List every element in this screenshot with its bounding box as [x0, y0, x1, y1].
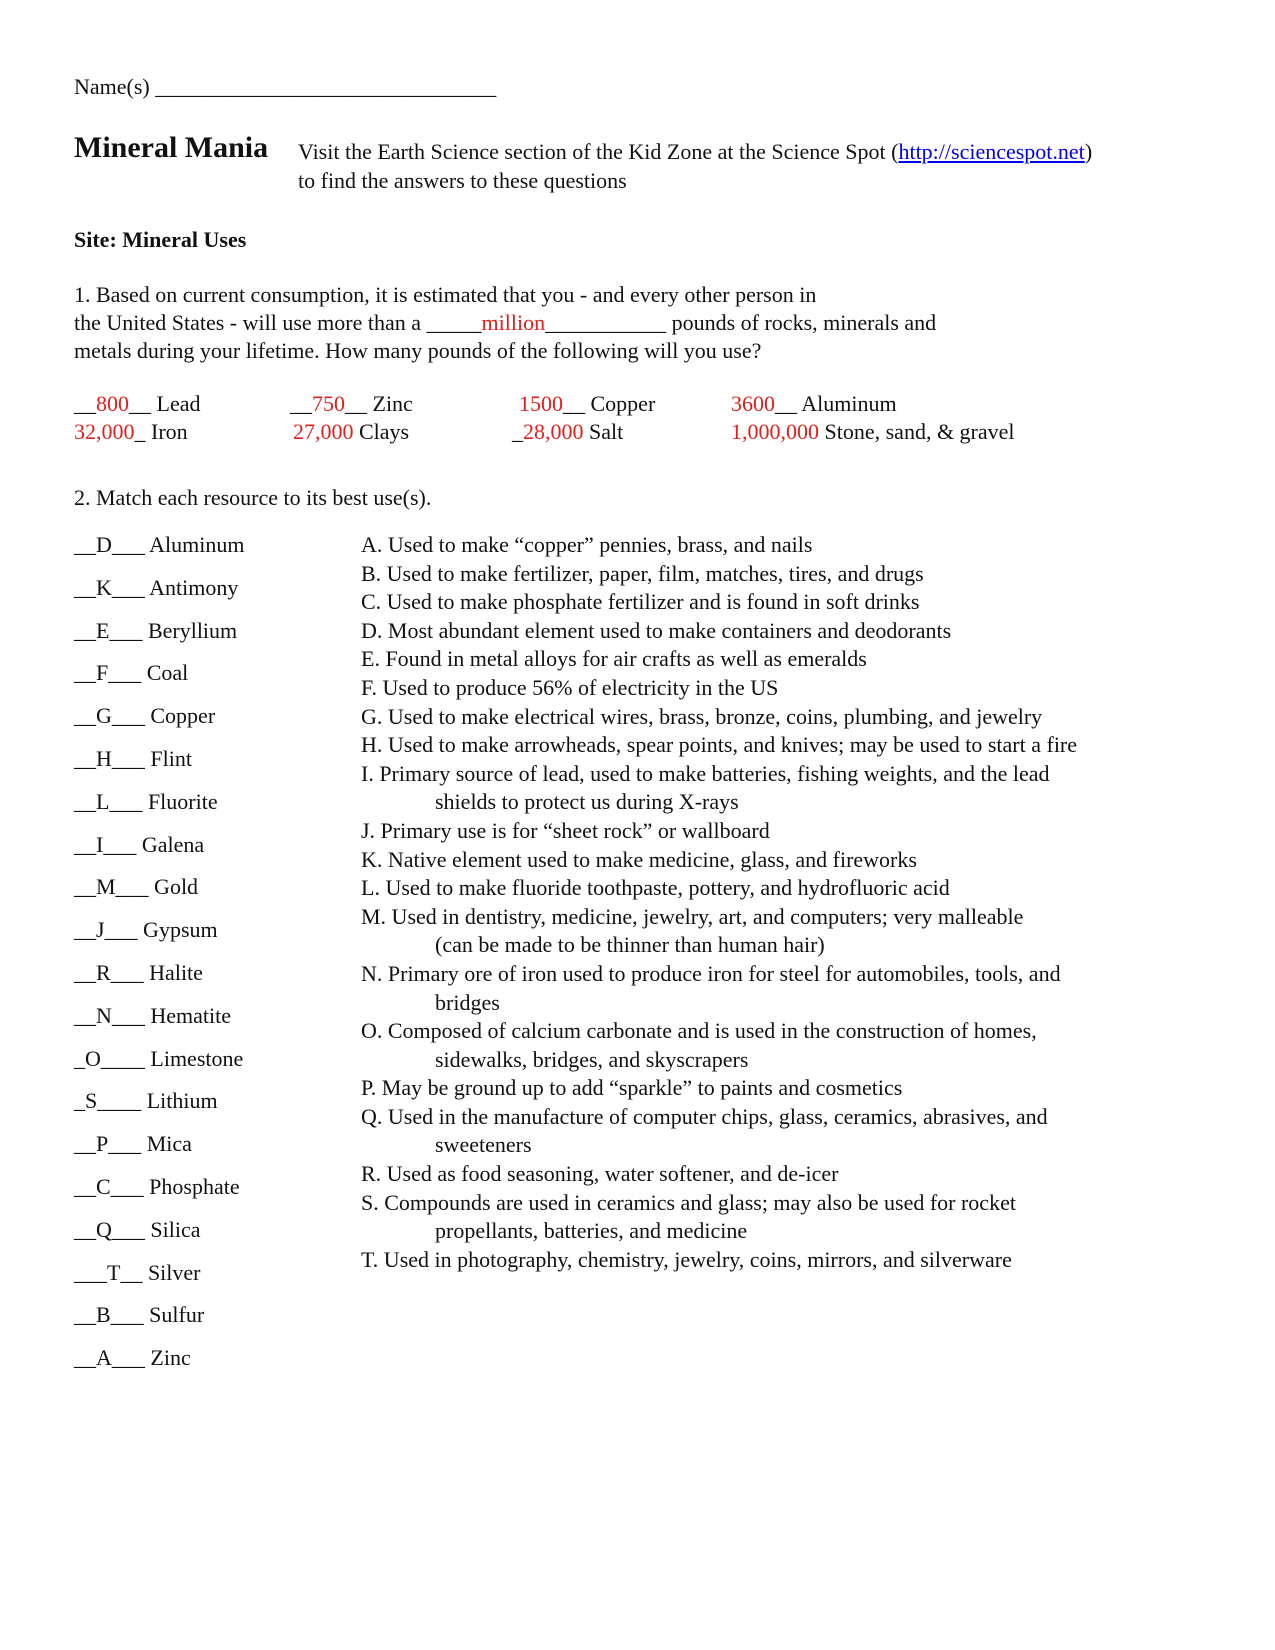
uses-list: [361, 531, 1231, 1274]
use-item-continuation: sidewalks, bridges, and skyscrapers: [435, 1046, 749, 1072]
use-item: G. Used to make electrical wires, brass, bronze, coins, plumbing, and jewelry: [361, 703, 1043, 729]
amount-answer: 27,000: [293, 419, 354, 444]
use-item: L. Used to make fluoride toothpaste, pottery, and hydrofluoric acid: [361, 875, 950, 901]
question-1-line2: [74, 309, 1154, 337]
resource-item: __F___ Coal: [74, 660, 189, 686]
resource-item: __P___ Mica: [74, 1131, 192, 1157]
question-1-line3: metals during your lifetime. How many pounds of the following will you use?: [74, 338, 762, 363]
use-item: E. Found in metal alloys for air crafts as well as emeralds: [361, 646, 867, 672]
use-item: B. Used to make fertilizer, paper, film, matches, tires, and drugs: [361, 560, 924, 586]
resource-item: __E___ Beryllium: [74, 617, 238, 643]
amount-answer: 32,000: [74, 419, 135, 444]
amount-answer: 1,000,000: [731, 419, 819, 444]
worksheet-title: Mineral Mania: [74, 131, 269, 164]
use-item: T. Used in photography, chemistry, jewelry, coins, mirrors, and silverware: [361, 1246, 1012, 1272]
amount-answer: 3600: [731, 391, 775, 416]
intro-text-before-link: Visit the Earth Science section of the Kid Zone at the Science Spot (: [298, 139, 899, 164]
amount-stone-sand-gravel: 1,000,000 Stone, sand, & gravel: [731, 419, 1015, 444]
use-item: H. Used to make arrowheads, spear points, and knives; may be used to start a fire: [361, 732, 1078, 758]
amount-answer: 800: [96, 391, 129, 416]
resource-item: __G___ Copper: [74, 703, 216, 729]
amount-aluminum: 3600__ Aluminum: [731, 391, 897, 416]
use-item: R. Used as food seasoning, water softener, and de-icer: [361, 1161, 839, 1187]
question-1-line2-post: ___________ pounds of rocks, minerals and: [545, 310, 937, 335]
resource-item: _O____ Limestone: [74, 1045, 244, 1071]
use-item-continuation: bridges: [435, 989, 500, 1015]
resource-item: __N___ Hematite: [74, 1002, 232, 1028]
name-field-label: Name(s) _______________________________: [74, 74, 497, 99]
question-1-line2-pre: the United States - will use more than a _____: [74, 310, 482, 335]
resource-item: _S____ Lithium: [74, 1088, 218, 1114]
resource-item: __R___ Halite: [74, 959, 203, 985]
intro-text-after-link: ): [1084, 139, 1093, 164]
use-item-continuation: (can be made to be thinner than human hair): [435, 932, 825, 958]
resource-item: __J___ Gypsum: [74, 917, 218, 943]
resource-item: __C___ Phosphate: [74, 1173, 240, 1199]
question-1: [74, 281, 1154, 365]
use-item: K. Native element used to make medicine, glass, and fireworks: [361, 846, 917, 872]
resource-item: __Q___ Silica: [74, 1216, 201, 1242]
site-heading: Site: Mineral Uses: [74, 227, 247, 252]
use-item: M. Used in dentistry, medicine, jewelry, art, and computers; very malleable (can be made to be thinner than human hair): [361, 903, 1231, 960]
resource-item: __I___ Galena: [74, 831, 205, 857]
use-item-continuation: propellants, batteries, and medicine: [435, 1218, 748, 1244]
use-item: I. Primary source of lead, used to make batteries, fishing weights, and the lead shields to protect us during X-rays: [361, 760, 1231, 817]
amount-copper: 1500__ Copper: [519, 391, 656, 416]
question-1-answer: million: [481, 310, 546, 335]
amount-clays: 27,000 Clays: [293, 419, 410, 444]
use-item: J. Primary use is for “sheet rock” or wallboard: [361, 817, 770, 843]
amount-zinc: __750__ Zinc: [290, 391, 413, 416]
amount-answer: 28,000: [523, 419, 584, 444]
use-item-continuation: shields to protect us during X-rays: [435, 789, 739, 815]
use-item: S. Compounds are used in ceramics and glass; may also be used for rocket propellants, batteries, and medicine: [361, 1189, 1231, 1246]
intro-text: [298, 137, 1198, 195]
amount-answer: 750: [312, 391, 345, 416]
sciencespot-link[interactable]: http://sciencespot.net: [898, 139, 1085, 164]
use-item: N. Primary ore of iron used to produce iron for steel for automobiles, tools, and bridges: [361, 960, 1231, 1017]
resource-item: __D___ Aluminum: [74, 532, 245, 557]
amount-salt: _28,000 Salt: [512, 419, 624, 444]
use-item: C. Used to make phosphate fertilizer and is found in soft drinks: [361, 589, 920, 615]
amount-iron: 32,000_ Iron: [74, 419, 188, 444]
resource-item: __K___ Antimony: [74, 574, 239, 600]
resource-item: __M___ Gold: [74, 874, 199, 900]
use-item: O. Composed of calcium carbonate and is used in the construction of homes, sidewalks, bridges, and skyscrapers: [361, 1017, 1231, 1074]
use-item: P. May be ground up to add “sparkle” to paints and cosmetics: [361, 1075, 903, 1101]
resource-item: __A___ Zinc: [74, 1345, 191, 1371]
use-item: D. Most abundant element used to make containers and deodorants: [361, 617, 952, 643]
resource-item: __B___ Sulfur: [74, 1302, 205, 1328]
use-item-continuation: sweeteners: [435, 1132, 532, 1158]
amount-lead: __800__ Lead: [74, 391, 201, 416]
use-item: Q. Used in the manufacture of computer chips, glass, ceramics, abrasives, and sweeteners: [361, 1103, 1231, 1160]
intro-text-line2: to find the answers to these questions: [298, 168, 627, 193]
resource-list: [74, 531, 374, 1387]
question-1-line1: 1. Based on current consumption, it is estimated that you - and every other person in: [74, 282, 817, 307]
amount-answer: 1500: [519, 391, 563, 416]
resource-item: __H___ Flint: [74, 745, 192, 771]
use-item: F. Used to produce 56% of electricity in the US: [361, 674, 779, 700]
resource-item: ___T__ Silver: [74, 1259, 201, 1285]
use-item: A. Used to make “copper” pennies, brass, and nails: [361, 532, 813, 557]
resource-item: __L___ Fluorite: [74, 788, 218, 814]
question-2: 2. Match each resource to its best use(s).: [74, 485, 432, 510]
